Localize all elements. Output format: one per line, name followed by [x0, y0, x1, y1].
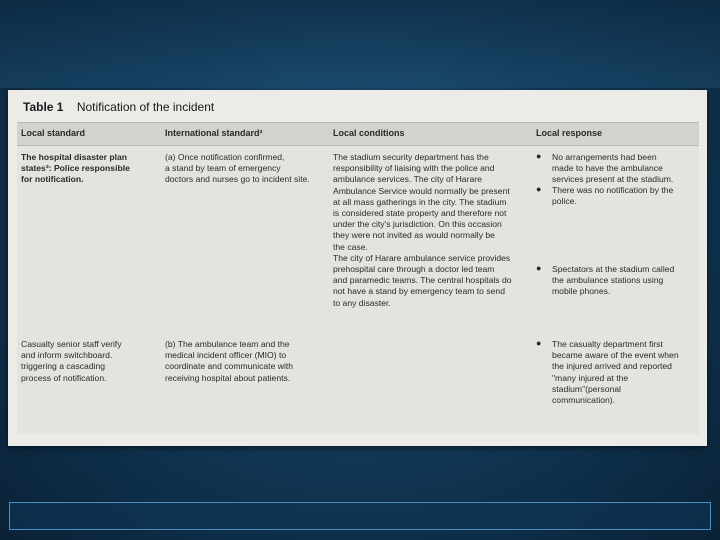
- row1-international-standard: (a) Once notification confirmed, a stand by team of emergency doctors and nurses go to incident site.: [165, 152, 310, 185]
- table-title: [23, 100, 697, 114]
- slide-header-band: [0, 0, 720, 88]
- bullet-2: ●: [536, 184, 542, 194]
- row2-response: The casualty department first became aware of the event when the injured arrived and reported "many injured at the stadium"(personal communication).: [552, 339, 679, 406]
- row1-local-conditions: The stadium security department has the responsibility of liaising with the police and ambulance services. The city of Harare Ambulance Service would normally be present at all mass gatherings in the city. The stadium is considered state property and therefore not under the city's jurisdiction. On this occasion they were not invited as would normally be the case. The city of Harare ambulance service provides prehospital care through a doctor led team and paramedic teams. The central hospitals do not have a stand by emergency team to send to any disaster.: [333, 152, 512, 308]
- bullet-4: ●: [536, 338, 542, 348]
- row1-response-1: No arrangements had been made to have the ambulance services present at the stadium.: [552, 152, 674, 185]
- table-number: Table 1: [23, 100, 64, 114]
- header-local-response: Local response: [536, 128, 603, 138]
- bullet-3: ●: [536, 263, 542, 273]
- row2-local-standard: Casualty senior staff verify and inform switchboard. triggering a cascading process of notification.: [21, 339, 122, 383]
- table-card: [8, 90, 707, 446]
- row2-international-standard: (b) The ambulance team and the medical incident officer (MIO) to coordinate and communicate with receiving hospital about patients.: [165, 339, 294, 383]
- table-body: [17, 122, 699, 434]
- table-caption: Notification of the incident: [76, 100, 215, 114]
- footer-bar: [9, 502, 711, 530]
- row1-local-standard: The hospital disaster plan states³: Police responsible for notification.: [21, 152, 130, 185]
- bullet-1: ●: [536, 151, 542, 161]
- header-local-standard: Local standard: [21, 128, 86, 138]
- header-international-standard: International standard²: [165, 128, 263, 138]
- row1-response-3: Spectators at the stadium called the ambulance stations using mobile phones.: [552, 264, 675, 297]
- table-header-row: [17, 122, 699, 146]
- header-local-conditions: Local conditions: [333, 128, 405, 138]
- row1-response-2: There was no notification by the police.: [552, 185, 674, 207]
